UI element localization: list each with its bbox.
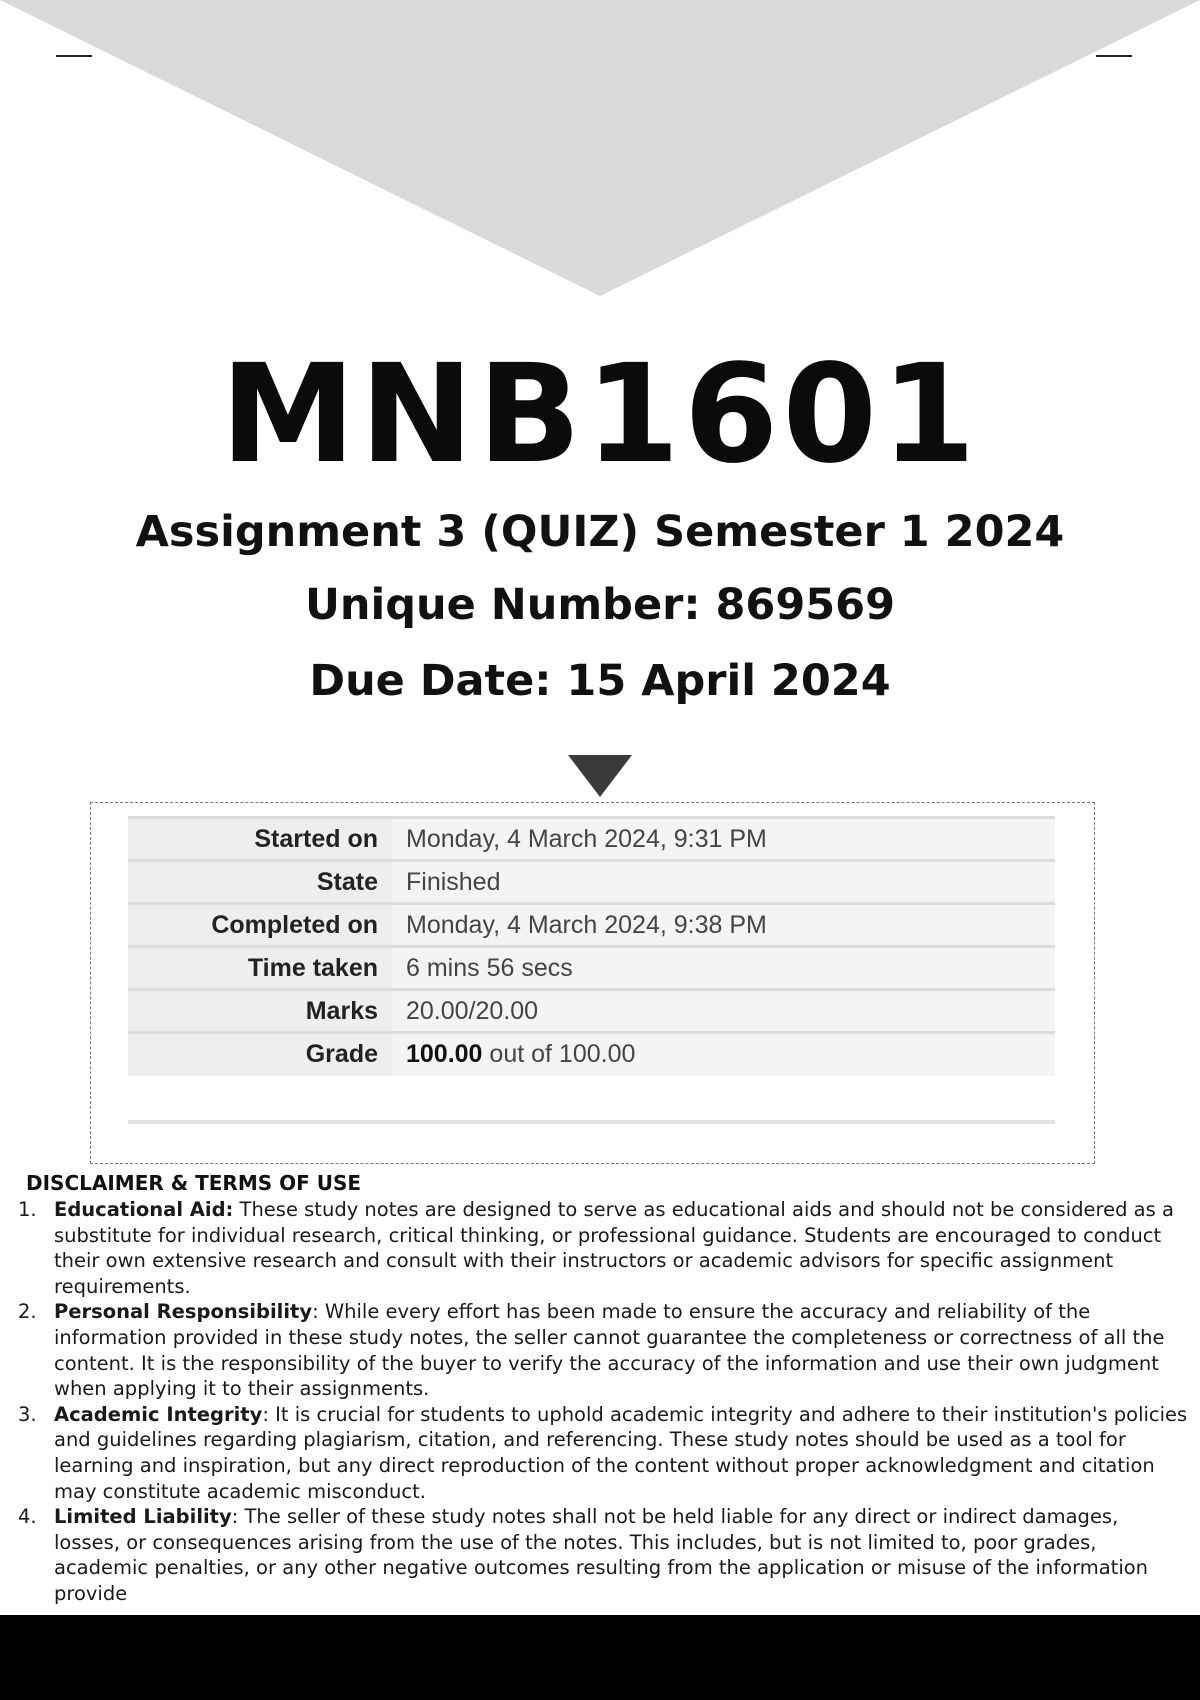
item-term: Personal Responsibility: [54, 1300, 313, 1324]
due-date: Due Date: 15 April 2024: [309, 656, 891, 706]
disclaimer-title: DISCLAIMER & TERMS OF USE: [26, 1171, 362, 1195]
row-label: Started on: [128, 818, 392, 861]
row-value: 20.00/20.00: [392, 990, 1055, 1033]
corner-line-left: [56, 55, 92, 57]
row-value: Monday, 4 March 2024, 9:31 PM: [392, 818, 1055, 861]
quiz-row-marks: [128, 990, 1055, 1033]
footer-bar: [0, 1615, 1200, 1700]
item-term: Limited Liability: [54, 1505, 232, 1529]
item-text: : While every effort has been made to ensure the accuracy and reliability of the information provided in these study notes, the seller cannot guarantee the completeness or correctness of all the content. It is the responsibility of the buyer to verify the accuracy of the information and use their own judgment when applying it to their assignments.: [54, 1300, 1165, 1401]
item-number: 1.: [18, 1198, 37, 1221]
disclaimer-item: [18, 1197, 1190, 1299]
disclaimer-item: [18, 1402, 1190, 1504]
row-value: 6 mins 56 secs: [392, 947, 1055, 990]
disclaimer-list: [18, 1197, 1190, 1607]
row-label: Grade: [128, 1033, 392, 1076]
quiz-summary-table: [128, 816, 1055, 1076]
row-value: Finished: [392, 861, 1055, 904]
row-label: State: [128, 861, 392, 904]
disclaimer-item: [18, 1504, 1190, 1606]
grade-out-of: out of 100.00: [482, 1040, 636, 1069]
table-divider: [128, 1120, 1055, 1124]
row-value: [392, 1033, 1055, 1076]
item-term: Educational Aid:: [54, 1198, 234, 1221]
course-code-title: MNB1601: [220, 336, 980, 494]
row-label: Time taken: [128, 947, 392, 990]
unique-number: Unique Number: 869569: [304, 580, 896, 630]
item-term: Academic Integrity: [54, 1402, 263, 1426]
grade-score: 100.00: [406, 1040, 483, 1069]
item-number: 2.: [18, 1300, 37, 1324]
assignment-title: Assignment 3 (QUIZ) Semester 1 2024: [135, 507, 1065, 557]
row-label: Marks: [128, 990, 392, 1033]
quiz-row-started: [128, 818, 1055, 861]
row-value: Monday, 4 March 2024, 9:38 PM: [392, 904, 1055, 947]
disclaimer-item: [18, 1299, 1190, 1401]
quiz-row-time-taken: [128, 947, 1055, 990]
item-text: These study notes are designed to serve as educational aids and should not be considered as a substitute for individual research, critical thinking, or professional guidance. Students are encouraged to conduct their own extensive research and consult with their instructors or academic advisors for specific assignment requirements.: [54, 1198, 1174, 1298]
item-number: 3.: [18, 1402, 37, 1426]
quiz-row-grade: [128, 1033, 1055, 1076]
quiz-row-completed: [128, 904, 1055, 947]
item-text: : It is crucial for students to uphold academic integrity and adhere to their institution's policies and guidelines regarding plagiarism, citation, and referencing. These study notes should be used as a tool for learning and inspiration, but any direct reproduction of the content without proper acknowledgment and citation may constitute academic misconduct.: [54, 1402, 1188, 1503]
item-number: 4.: [18, 1505, 37, 1529]
item-text: : The seller of these study notes shall not be held liable for any direct or indirect damages, losses, or consequences arising from the use of the notes. This includes, but is not limited to, poor grades, academic penalties, or any other negative outcomes resulting from the application or misuse of the information provide: [54, 1505, 1149, 1605]
corner-line-right: [1096, 55, 1132, 57]
banner-chevron: [0, 0, 1200, 300]
row-label: Completed on: [128, 904, 392, 947]
triangle-down-icon: [568, 755, 632, 797]
quiz-row-state: [128, 861, 1055, 904]
